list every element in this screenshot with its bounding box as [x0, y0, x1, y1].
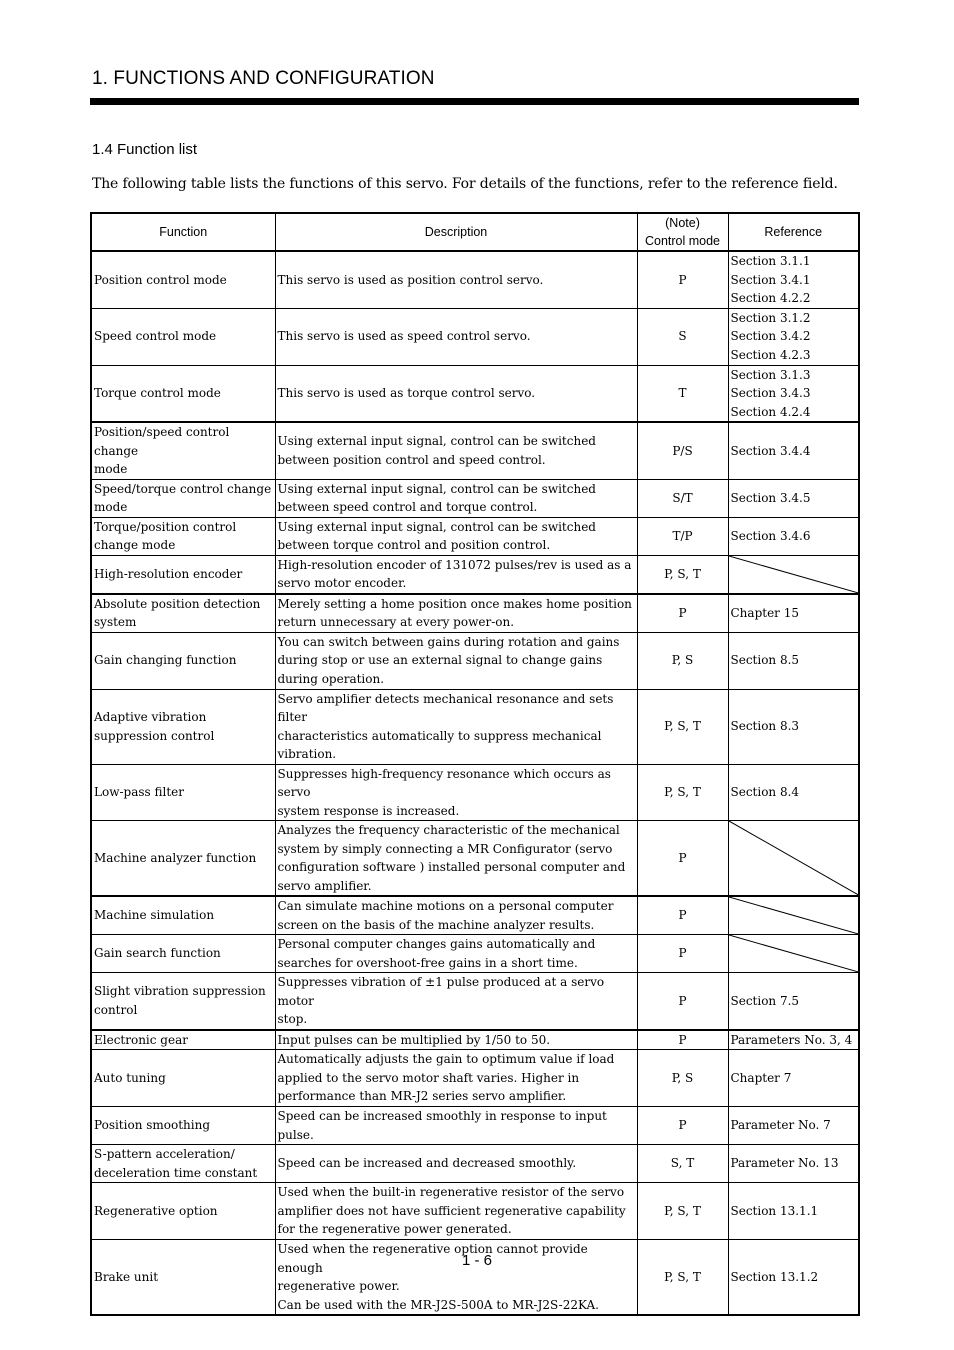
description-cell: [275, 935, 637, 973]
reference-cell-line: Section 3.4.4: [730, 443, 811, 458]
reference-cell: [728, 251, 859, 308]
header-control-mode: [637, 213, 728, 251]
function-cell-line: Torque/position control: [94, 519, 237, 534]
description-cell-line: Analyzes the frequency characteristic of the mechanical: [277, 823, 620, 837]
function-cell-line: Speed/torque control change: [94, 481, 272, 496]
description-cell: [275, 632, 637, 689]
description-cell-line: Using external input signal, control can be switched: [277, 481, 596, 496]
description-cell-line: during stop or use an external signal to change gains: [277, 653, 603, 668]
control-mode-cell: S/T: [637, 479, 728, 517]
description-cell-line: vibration.: [277, 747, 337, 761]
description-cell: [275, 896, 637, 935]
description-cell-line: Suppresses vibration of ±1 pulse produced at a servo motor: [277, 975, 605, 1008]
control-mode-cell: P, S: [637, 632, 728, 689]
description-cell-line: amplifier does not have sufficient regenerative capability: [277, 1203, 626, 1218]
reference-cell: [728, 632, 859, 689]
reference-cell: [728, 1183, 859, 1240]
description-cell-line: return unnecessary at every power-on.: [277, 615, 515, 629]
description-cell: [275, 517, 637, 555]
reference-cell: [728, 479, 859, 517]
reference-cell: [728, 422, 859, 479]
description-cell: [275, 1107, 637, 1145]
table-row: [91, 1030, 859, 1050]
description-cell: [275, 821, 637, 897]
reference-cell-line: Section 3.1.2: [730, 310, 811, 325]
function-cell: [91, 479, 275, 517]
function-cell-line: Gain search function: [94, 946, 221, 961]
reference-cell: [728, 365, 859, 422]
description-cell-line: Can simulate machine motions on a personal computer: [277, 899, 614, 913]
table-row: [91, 517, 859, 555]
control-mode-cell: P: [637, 821, 728, 897]
reference-cell: [728, 1240, 859, 1316]
control-mode-cell: S, T: [637, 1145, 728, 1183]
control-mode-cell: P, S, T: [637, 1183, 728, 1240]
reference-cell-line: Section 3.4.2: [730, 329, 811, 344]
function-cell: [91, 764, 275, 821]
function-cell-line: Absolute position detection: [94, 596, 261, 611]
function-cell-line: control: [94, 1002, 138, 1017]
description-cell-line: Used when the built-in regenerative resistor of the servo: [277, 1185, 625, 1200]
description-cell-line: performance than MR-J2 series servo amplifier.: [277, 1089, 567, 1104]
function-cell: [91, 251, 275, 308]
function-cell-line: system: [94, 615, 137, 629]
description-cell-line: Personal computer changes gains automatically and: [277, 937, 596, 951]
control-mode-cell: P: [637, 973, 728, 1030]
description-cell-line: This servo is used as position control servo.: [277, 272, 544, 287]
description-cell-line: between torque control and position control.: [277, 538, 551, 552]
diagonal-strike-icon: [729, 556, 859, 593]
description-cell-line: Using external input signal, control can be switched: [277, 434, 596, 449]
function-cell-line: Auto tuning: [94, 1070, 166, 1085]
control-mode-cell: P, S, T: [637, 764, 728, 821]
reference-cell-line: Section 8.4: [730, 785, 800, 799]
description-cell-line: between position control and speed control.: [277, 452, 546, 467]
table-row: [91, 479, 859, 517]
description-cell: [275, 1145, 637, 1183]
control-mode-cell: T: [637, 365, 728, 422]
description-cell: [275, 365, 637, 422]
reference-cell-line: Section 3.1.1: [730, 254, 811, 268]
reference-cell-line: Section 3.4.1: [730, 272, 811, 287]
function-cell: [91, 422, 275, 479]
function-list-table: [90, 212, 860, 1316]
function-cell: [91, 308, 275, 365]
header-reference: Reference: [728, 213, 859, 251]
control-mode-cell: P, S: [637, 1050, 728, 1107]
description-cell-line: Speed can be increased smoothly in response to input pulse.: [277, 1109, 607, 1142]
header-rule: [90, 98, 859, 105]
header-description: Description: [275, 213, 637, 251]
reference-cell: [728, 517, 859, 555]
table-row: [91, 764, 859, 821]
description-cell: [275, 555, 637, 594]
reference-cell-line: Chapter 7: [730, 1070, 792, 1085]
description-cell-line: servo motor encoder.: [277, 576, 407, 590]
description-cell-line: Suppresses high-frequency resonance which occurs as servo: [277, 766, 611, 799]
control-mode-cell: P: [637, 594, 728, 633]
function-cell: [91, 517, 275, 555]
reference-cell: [728, 764, 859, 821]
function-cell: [91, 1240, 275, 1316]
reference-cell-line: Section 13.1.1: [730, 1203, 819, 1218]
function-cell: [91, 973, 275, 1030]
function-cell-line: Electronic gear: [94, 1032, 188, 1047]
function-cell: [91, 1050, 275, 1107]
description-cell-line: High-resolution encoder of 131072 pulses/rev is used as a: [277, 557, 632, 572]
function-cell: [91, 1107, 275, 1145]
description-cell-line: system by simply connecting a MR Configurator (servo: [277, 841, 613, 856]
table-row: [91, 1145, 859, 1183]
table-row: [91, 1240, 859, 1316]
reference-cell: [728, 1145, 859, 1183]
control-mode-cell: P: [637, 251, 728, 308]
description-cell-line: searches for overshoot-free gains in a short time.: [277, 955, 578, 970]
function-cell-line: Position smoothing: [94, 1118, 211, 1133]
description-cell: [275, 1240, 637, 1316]
description-cell-line: Servo amplifier detects mechanical resonance and sets filter: [277, 691, 614, 724]
reference-cell: [728, 594, 859, 633]
reference-cell-line: Section 4.2.4: [730, 404, 811, 419]
reference-cell: [728, 1107, 859, 1145]
function-cell: [91, 594, 275, 633]
function-cell-line: Gain changing function: [94, 653, 237, 668]
control-mode-cell: P: [637, 1030, 728, 1050]
reference-cell-line: Section 3.4.5: [730, 490, 811, 505]
description-cell: [275, 689, 637, 764]
description-cell-line: screen on the basis of the machine analyzer results.: [277, 917, 595, 932]
function-cell-line: Position control mode: [94, 272, 227, 287]
reference-cell-not-applicable: [728, 821, 859, 897]
description-cell: [275, 479, 637, 517]
header-mode-note: (Note): [665, 216, 700, 230]
description-cell-line: Using external input signal, control can be switched: [277, 519, 596, 534]
header-function: Function: [91, 213, 275, 251]
function-cell-line: Slight vibration suppression: [94, 984, 266, 999]
diagonal-strike-icon: [729, 897, 859, 934]
function-cell: [91, 935, 275, 973]
chapter-title: 1. FUNCTIONS AND CONFIGURATION: [92, 68, 435, 89]
function-cell-line: change mode: [94, 538, 176, 552]
description-cell: [275, 973, 637, 1030]
reference-cell-line: Section 3.1.3: [730, 367, 811, 382]
intro-paragraph: The following table lists the functions of this servo. For details of the functions, refer to the reference field.: [92, 176, 838, 192]
table-row: [91, 251, 859, 308]
control-mode-cell: P, S, T: [637, 555, 728, 594]
control-mode-cell: P: [637, 935, 728, 973]
function-cell-line: Machine simulation: [94, 908, 215, 923]
diagonal-strike-icon: [729, 821, 859, 895]
reference-cell-line: Section 3.4.3: [730, 386, 811, 400]
reference-cell: [728, 973, 859, 1030]
function-cell-line: deceleration time constant: [94, 1165, 258, 1180]
table-row: [91, 821, 859, 897]
reference-cell-line: Section 3.4.6: [730, 528, 811, 543]
reference-cell: [728, 1030, 859, 1050]
reference-cell: [728, 1050, 859, 1107]
table-row: [91, 1183, 859, 1240]
table-row: [91, 594, 859, 633]
function-cell-line: mode: [94, 500, 128, 514]
control-mode-cell: P: [637, 896, 728, 935]
description-cell-line: regenerative power.: [277, 1279, 400, 1293]
table-header-row: [91, 213, 859, 251]
function-cell-line: S-pattern acceleration/: [94, 1147, 235, 1161]
reference-cell-line: Section 4.2.2: [730, 291, 811, 305]
description-cell-line: Merely setting a home position once makes home position: [277, 596, 632, 611]
description-cell-line: stop.: [277, 1012, 308, 1026]
diagonal-strike-icon: [729, 935, 859, 972]
reference-cell-line: Parameter No. 7: [730, 1118, 831, 1133]
description-cell-line: Input pulses can be multiplied by 1/50 to 50.: [277, 1032, 551, 1047]
description-cell: [275, 1183, 637, 1240]
control-mode-cell: S: [637, 308, 728, 365]
description-cell-line: during operation.: [277, 671, 385, 686]
description-cell-line: configuration software ) installed personal computer and: [277, 860, 626, 874]
function-cell-line: High-resolution encoder: [94, 566, 243, 581]
reference-cell-line: Parameter No. 13: [730, 1156, 839, 1171]
function-cell-line: Machine analyzer function: [94, 850, 257, 865]
description-cell: [275, 594, 637, 633]
description-cell-line: You can switch between gains during rotation and gains: [277, 634, 620, 649]
description-cell-line: between speed control and torque control.: [277, 500, 538, 514]
header-mode-label: Control mode: [644, 234, 721, 248]
function-cell-line: Torque control mode: [94, 386, 221, 400]
description-cell-line: applied to the servo motor shaft varies. Higher in: [277, 1070, 580, 1085]
function-cell-line: Brake unit: [94, 1269, 159, 1284]
description-cell-line: Automatically adjusts the gain to optimum value if load: [277, 1052, 615, 1067]
reference-cell-line: Section 8.3: [730, 719, 800, 734]
function-cell-line: Adaptive vibration: [94, 710, 207, 724]
table-row: [91, 632, 859, 689]
reference-cell-not-applicable: [728, 896, 859, 935]
reference-cell-line: Chapter 15: [730, 605, 799, 620]
control-mode-cell: T/P: [637, 517, 728, 555]
function-cell: [91, 555, 275, 594]
table-row: [91, 365, 859, 422]
function-cell: [91, 1183, 275, 1240]
function-cell: [91, 1030, 275, 1050]
function-cell-line: suppression control: [94, 728, 215, 743]
function-cell: [91, 632, 275, 689]
function-cell: [91, 365, 275, 422]
table-row: [91, 1107, 859, 1145]
function-cell-line: mode: [94, 462, 128, 476]
description-cell-line: Used when the regenerative option cannot provide enough: [277, 1242, 588, 1275]
table-row: [91, 1050, 859, 1107]
description-cell-line: system response is increased.: [277, 803, 460, 818]
description-cell-line: for the regenerative power generated.: [277, 1222, 512, 1237]
table-row: [91, 935, 859, 973]
function-cell: [91, 689, 275, 764]
description-cell-line: This servo is used as torque control servo.: [277, 386, 536, 400]
description-cell-line: servo amplifier.: [277, 878, 372, 893]
description-cell-line: characteristics automatically to suppress mechanical: [277, 728, 602, 743]
function-cell: [91, 1145, 275, 1183]
description-cell-line: Can be used with the MR-J2S-500A to MR-J2S-22KA.: [277, 1297, 599, 1312]
table-row: [91, 422, 859, 479]
description-cell: [275, 308, 637, 365]
table-row: [91, 973, 859, 1030]
function-cell-line: Low-pass filter: [94, 785, 184, 799]
page-number: 1 - 6: [461, 1252, 492, 1269]
function-cell: [91, 896, 275, 935]
reference-cell-line: Section 13.1.2: [730, 1269, 819, 1284]
reference-cell-not-applicable: [728, 935, 859, 973]
reference-cell-line: Section 4.2.3: [730, 347, 811, 362]
reference-cell: [728, 689, 859, 764]
reference-cell-line: Parameters No. 3, 4: [730, 1032, 853, 1047]
description-cell: [275, 764, 637, 821]
description-cell: [275, 422, 637, 479]
table-row: [91, 896, 859, 935]
control-mode-cell: P: [637, 1107, 728, 1145]
reference-cell-not-applicable: [728, 555, 859, 594]
control-mode-cell: P, S, T: [637, 689, 728, 764]
reference-cell-line: Section 8.5: [730, 653, 800, 668]
table-row: [91, 555, 859, 594]
description-cell-line: This servo is used as speed control servo.: [277, 329, 531, 344]
description-cell: [275, 251, 637, 308]
section-heading: 1.4 Function list: [92, 141, 198, 158]
reference-cell: [728, 308, 859, 365]
table-body: [91, 251, 859, 1315]
table-row: [91, 689, 859, 764]
function-cell-line: Position/speed control change: [94, 425, 230, 458]
description-cell: [275, 1050, 637, 1107]
function-cell: [91, 821, 275, 897]
description-cell: [275, 1030, 637, 1050]
control-mode-cell: P, S, T: [637, 1240, 728, 1316]
table-row: [91, 308, 859, 365]
reference-cell-line: Section 7.5: [730, 993, 800, 1008]
function-cell-line: Regenerative option: [94, 1203, 218, 1218]
description-cell-line: Speed can be increased and decreased smoothly.: [277, 1156, 577, 1171]
control-mode-cell: P/S: [637, 422, 728, 479]
function-cell-line: Speed control mode: [94, 329, 217, 344]
